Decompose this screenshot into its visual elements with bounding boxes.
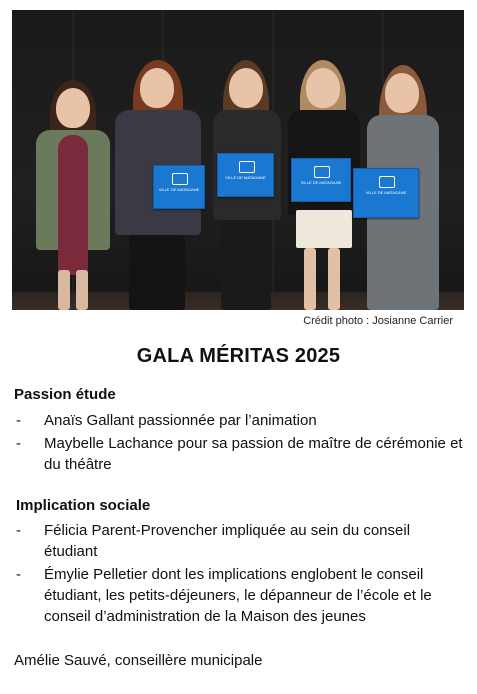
person-1 bbox=[32, 80, 112, 310]
face bbox=[229, 68, 263, 108]
list-item-text: Félicia Parent-Provencher impliquée au sein du conseil étudiant bbox=[44, 522, 411, 560]
signature: Amélie Sauvé, conseillère municipale bbox=[14, 652, 263, 669]
list-item-text: Anaïs Gallant passionnée par l’animation bbox=[44, 412, 317, 429]
award-folder-4 bbox=[353, 168, 419, 218]
city-logo-icon bbox=[172, 173, 188, 185]
city-logo-icon bbox=[314, 166, 330, 178]
page-title: GALA MÉRITAS 2025 bbox=[136, 345, 341, 367]
section-heading-passion: Passion étude bbox=[14, 386, 116, 403]
pants bbox=[221, 220, 271, 310]
city-logo-icon bbox=[239, 161, 255, 173]
list-item-text: Émylie Pelletier dont les implications englobent le conseil étudiant, les petits-déjeuners, le dépanneur de l’école et le conseil d’administration de la Maison des jeunes bbox=[44, 566, 432, 625]
list-item-text: Maybelle Lachance pour sa passion de maître de cérémonie et du théâtre bbox=[44, 435, 463, 473]
group-photo bbox=[12, 10, 464, 310]
leg bbox=[76, 270, 88, 310]
list-item: - Félicia Parent-Provencher impliquée au sein du conseil étudiant bbox=[16, 522, 411, 560]
face bbox=[306, 68, 340, 108]
folder-label: VILLE DE MATAGANE bbox=[365, 190, 407, 195]
passion-list bbox=[14, 410, 464, 477]
list-item: - Émylie Pelletier dont les implications englobent le conseil étudiant, les petits-déjeuners, le dépanneur de l’école et le conseil d’administration de la Maison des jeunes bbox=[16, 566, 432, 625]
dress bbox=[58, 135, 88, 275]
folder-label: VILLE DE MATAGANE bbox=[158, 187, 200, 192]
leg bbox=[58, 270, 70, 310]
pants bbox=[129, 235, 185, 310]
folder-label: VILLE DE MATAGANE bbox=[300, 180, 342, 185]
list-item: - Maybelle Lachance pour sa passion de maître de cérémonie et du théâtre bbox=[16, 435, 463, 473]
skirt bbox=[296, 210, 352, 248]
implication-list bbox=[14, 520, 464, 629]
leg bbox=[304, 248, 316, 310]
award-folder-1 bbox=[153, 165, 205, 209]
section-heading-implication: Implication sociale bbox=[16, 497, 151, 514]
photo-credit: Crédit photo : Josianne Carrier bbox=[303, 315, 453, 327]
city-logo-icon bbox=[379, 176, 395, 188]
list-item: - Anaïs Gallant passionnée par l’animation bbox=[16, 412, 317, 429]
award-folder-2 bbox=[217, 153, 274, 197]
face bbox=[140, 68, 174, 108]
award-folder-3 bbox=[291, 158, 351, 202]
face bbox=[385, 73, 419, 113]
folder-label: VILLE DE MATAGANE bbox=[225, 175, 266, 180]
leg bbox=[328, 248, 340, 310]
face bbox=[56, 88, 90, 128]
